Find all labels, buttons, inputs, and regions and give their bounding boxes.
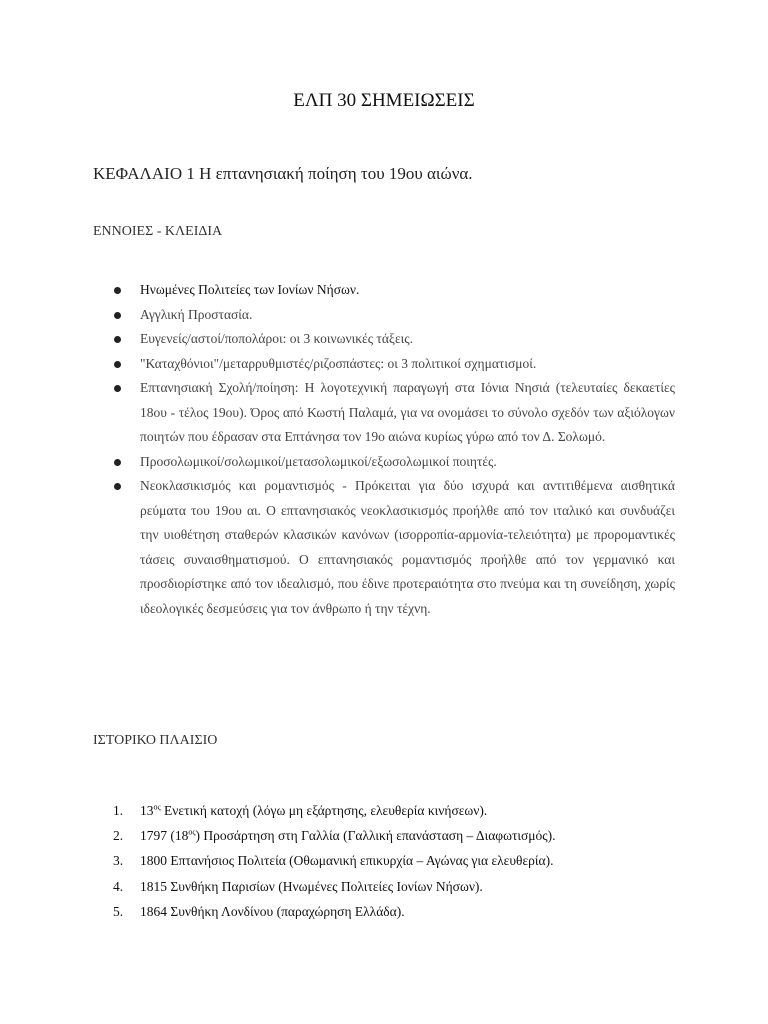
list-item-lead: 1864 Συνθήκη Λονδίνου (παραχώρηση Ελλάδα). — [140, 903, 405, 919]
list-item — [93, 278, 675, 303]
ordinal-suffix: ος — [153, 802, 161, 812]
list-item-lead: 1800 Επτανήσιος Πολιτεία (Οθωμανική επικυρχία – Αγώνας για ελευθερία). — [140, 853, 554, 869]
list-item — [93, 450, 675, 475]
document-title: ΕΛΠ 30 ΣΗΜΕΙΩΣΕΙΣ — [293, 90, 475, 111]
bullet-icon — [114, 385, 121, 392]
list-item — [93, 376, 675, 450]
bullet-icon — [114, 361, 121, 368]
list-item — [93, 899, 675, 924]
list-item-number: 2. — [113, 828, 124, 844]
list-item-text: Προσολωμικοί/σολωμικοί/μετασολωμικοί/εξωσολωμικοί ποιητές. — [140, 453, 497, 469]
list-item-number: 4. — [113, 878, 124, 894]
chapter-heading: ΚΕΦΑΛΑΙΟ 1 Η επτανησιακή ποίηση του 19ου αιώνα. — [93, 164, 473, 183]
bullet-icon — [114, 336, 121, 343]
list-item-text: Αγγλική Προστασία. — [140, 306, 253, 322]
list-item-text: Νεοκλασικισμός και ρομαντισμός - Πρόκειται για δύο ισχυρά και αντιτιθέμενα αισθητικά ρεύματα του 19ου αι. Ο επτανησιακός νεοκλασικισμός προήλθε από τον ιταλικό και συνδυάζει την υιοθέτηση σταθερών κλασικών κανόνων (ισορροπία-αρμονία-τελειότητα) με προρομαντικές τάσεις συναισθηματισμού. Ο επτανησιακός ρομαντισμός προήλθε από τον γερμανικό και προσδιορίστηκε από τον ιδεαλισμό, που έδινε προτεραιότητα στο πνεύμα και τη συνείδηση, χωρίς ιδεολογικές δεσμεύσεις για τον άνθρωπο ή την τέχνη. — [140, 478, 675, 616]
list-item-number: 1. — [113, 803, 124, 818]
list-item-lead: 1797 (18 — [140, 828, 189, 844]
list-item — [93, 352, 675, 377]
list-item — [93, 848, 675, 873]
list-item — [93, 474, 675, 621]
list-item-number: 5. — [113, 903, 124, 919]
key-concepts-list — [93, 278, 675, 621]
list-item-text: ) Προσάρτηση στη Γαλλία (Γαλλική επανάσταση – Διαφωτισμός). — [195, 828, 556, 844]
list-item-number: 3. — [113, 853, 124, 869]
bullet-icon — [114, 483, 121, 490]
bullet-icon — [114, 459, 121, 466]
list-item-text: Ηνωμένες Πολιτείες των Ιονίων Νήσων. — [140, 282, 360, 297]
key-concepts-heading: ΕΝΝΟΙΕΣ - ΚΛΕΙΔΙΑ — [93, 224, 223, 239]
bullet-icon — [114, 312, 121, 319]
list-item-text: "Καταχθόνιοι"/μεταρρυθμιστές/ριζοσπάστες: οι 3 πολιτικοί σχηματισμοί. — [140, 355, 537, 371]
list-item — [93, 303, 675, 328]
list-item-text: Ενετική κατοχή (λόγω μη εξάρτησης, ελευθερία κινήσεων). — [160, 803, 488, 818]
list-item-lead: 1815 Συνθήκη Παρισίων (Ηνωμένες Πολιτείες Ιονίων Νήσων). — [140, 878, 483, 894]
list-item-lead: 13 — [140, 803, 154, 818]
list-item — [93, 874, 675, 899]
ordinal-suffix: ος — [188, 827, 196, 837]
list-item-text: Επτανησιακή Σχολή/ποίηση: Η λογοτεχνική παραγωγή στα Ιόνια Νησιά (τελευταίες δεκαετίες 18ου - τέλος 19ου). Όρος από Κωστή Παλαμά, για να ονομάσει το σύνολο σχεδόν των αξιόλογων ποιητών που έδρασαν στα Επτάνησα τον 19ο αιώνα κυρίως γύρω από τον Δ. Σολωμό. — [140, 380, 675, 444]
list-item — [93, 823, 675, 848]
list-item — [93, 327, 675, 352]
historical-context-heading: ΙΣΤΟΡΙΚΟ ΠΛΑΙΣΙΟ — [93, 733, 218, 748]
list-item-text: Ευγενείς/αστοί/ποπολάροι: οι 3 κοινωνικές τάξεις. — [140, 331, 413, 346]
historical-context-list — [93, 798, 675, 924]
list-item — [93, 798, 675, 823]
bullet-icon — [114, 287, 121, 294]
